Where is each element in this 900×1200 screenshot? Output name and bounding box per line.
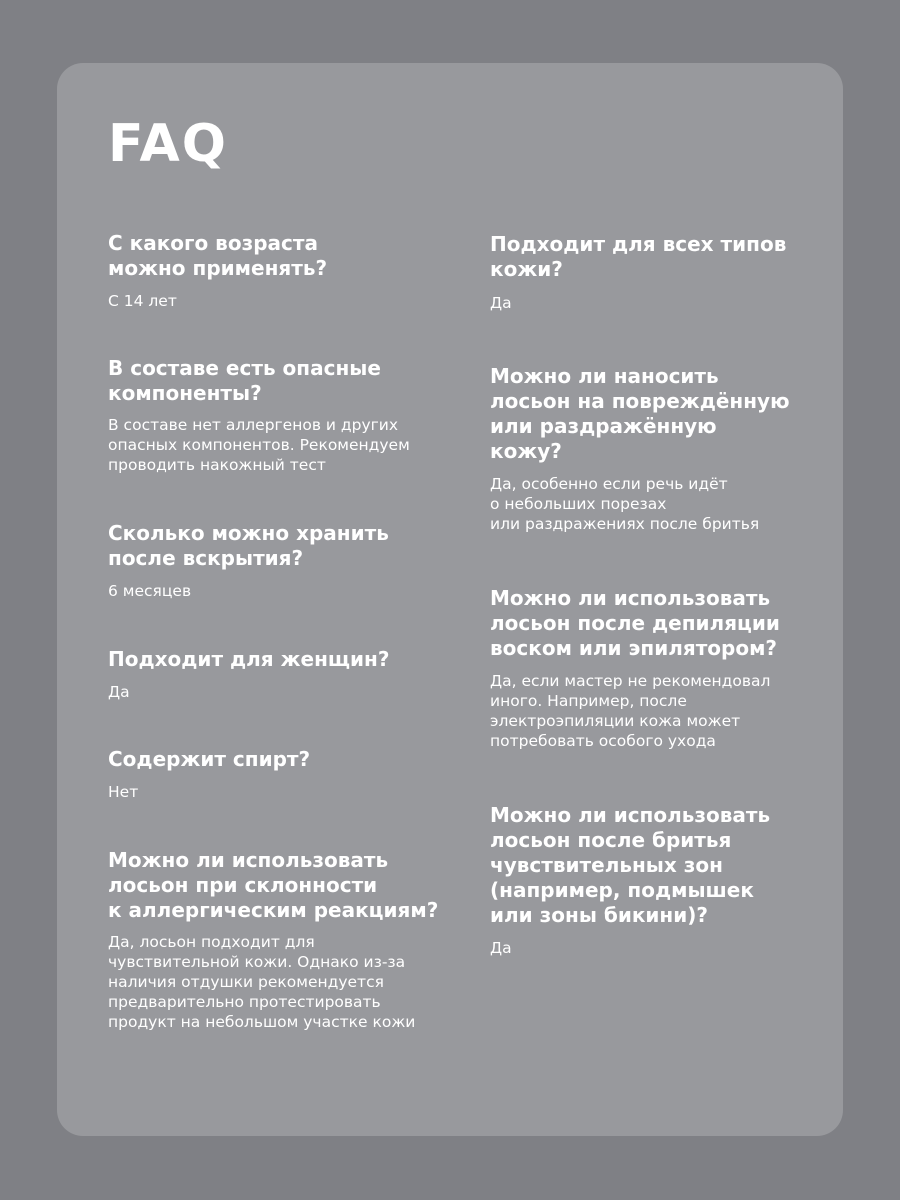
faq-answer: С 14 лет bbox=[108, 292, 177, 310]
faq-answer: Да bbox=[490, 939, 512, 957]
faq-item-storage bbox=[108, 521, 458, 601]
faq-question: Сколько можно хранить после вскрытия? bbox=[108, 521, 389, 570]
faq-item-age bbox=[108, 231, 458, 311]
faq-item-alcohol bbox=[108, 747, 458, 802]
faq-answer: Да bbox=[108, 683, 130, 701]
faq-question: Можно ли использовать лосьон после депиляции воском или эпилятором? bbox=[490, 586, 780, 660]
faq-answer: 6 месяцев bbox=[108, 582, 192, 600]
faq-question: Можно ли использовать лосьон при склонности к аллергическим реакциям? bbox=[108, 848, 439, 922]
faq-item-women bbox=[108, 647, 458, 702]
faq-item-depilation bbox=[490, 586, 820, 751]
faq-answer: Да bbox=[490, 294, 512, 312]
faq-answer: Да, особенно если речь идёт о небольших порезах или раздражениях после бритья bbox=[490, 475, 760, 533]
faq-item-damaged-skin bbox=[490, 364, 820, 534]
faq-question: Можно ли использовать лосьон после бритья чувствительных зон (например, подмышек или зоны бикини)? bbox=[490, 803, 771, 927]
page-title: FAQ bbox=[108, 114, 229, 174]
faq-question: Содержит спирт? bbox=[108, 747, 311, 771]
faq-item-skin-types bbox=[490, 232, 820, 313]
faq-question: В составе есть опасные компоненты? bbox=[108, 356, 381, 405]
faq-question: Можно ли наносить лосьон на повреждённую или раздражённую кожу? bbox=[490, 364, 790, 463]
faq-item-components bbox=[108, 356, 458, 475]
faq-item-sensitive-zones bbox=[490, 803, 820, 958]
faq-answer: Да, лосьон подходит для чувствительной кожи. Однако из-за наличия отдушки рекомендуется предварительно протестировать продукт на небольшом участке кожи bbox=[108, 933, 416, 1031]
faq-answer: Да, если мастер не рекомендовал иного. Например, после электроэпиляции кожа может потребовать особого ухода bbox=[490, 672, 771, 750]
faq-question: Подходит для женщин? bbox=[108, 647, 390, 671]
faq-item-allergy bbox=[108, 848, 458, 1032]
faq-answer: В составе нет аллергенов и других опасных компонентов. Рекомендуем проводить накожный тест bbox=[108, 416, 410, 474]
faq-question: Подходит для всех типов кожи? bbox=[490, 232, 787, 281]
faq-question: С какого возраста можно применять? bbox=[108, 231, 328, 280]
faq-answer: Нет bbox=[108, 783, 139, 801]
